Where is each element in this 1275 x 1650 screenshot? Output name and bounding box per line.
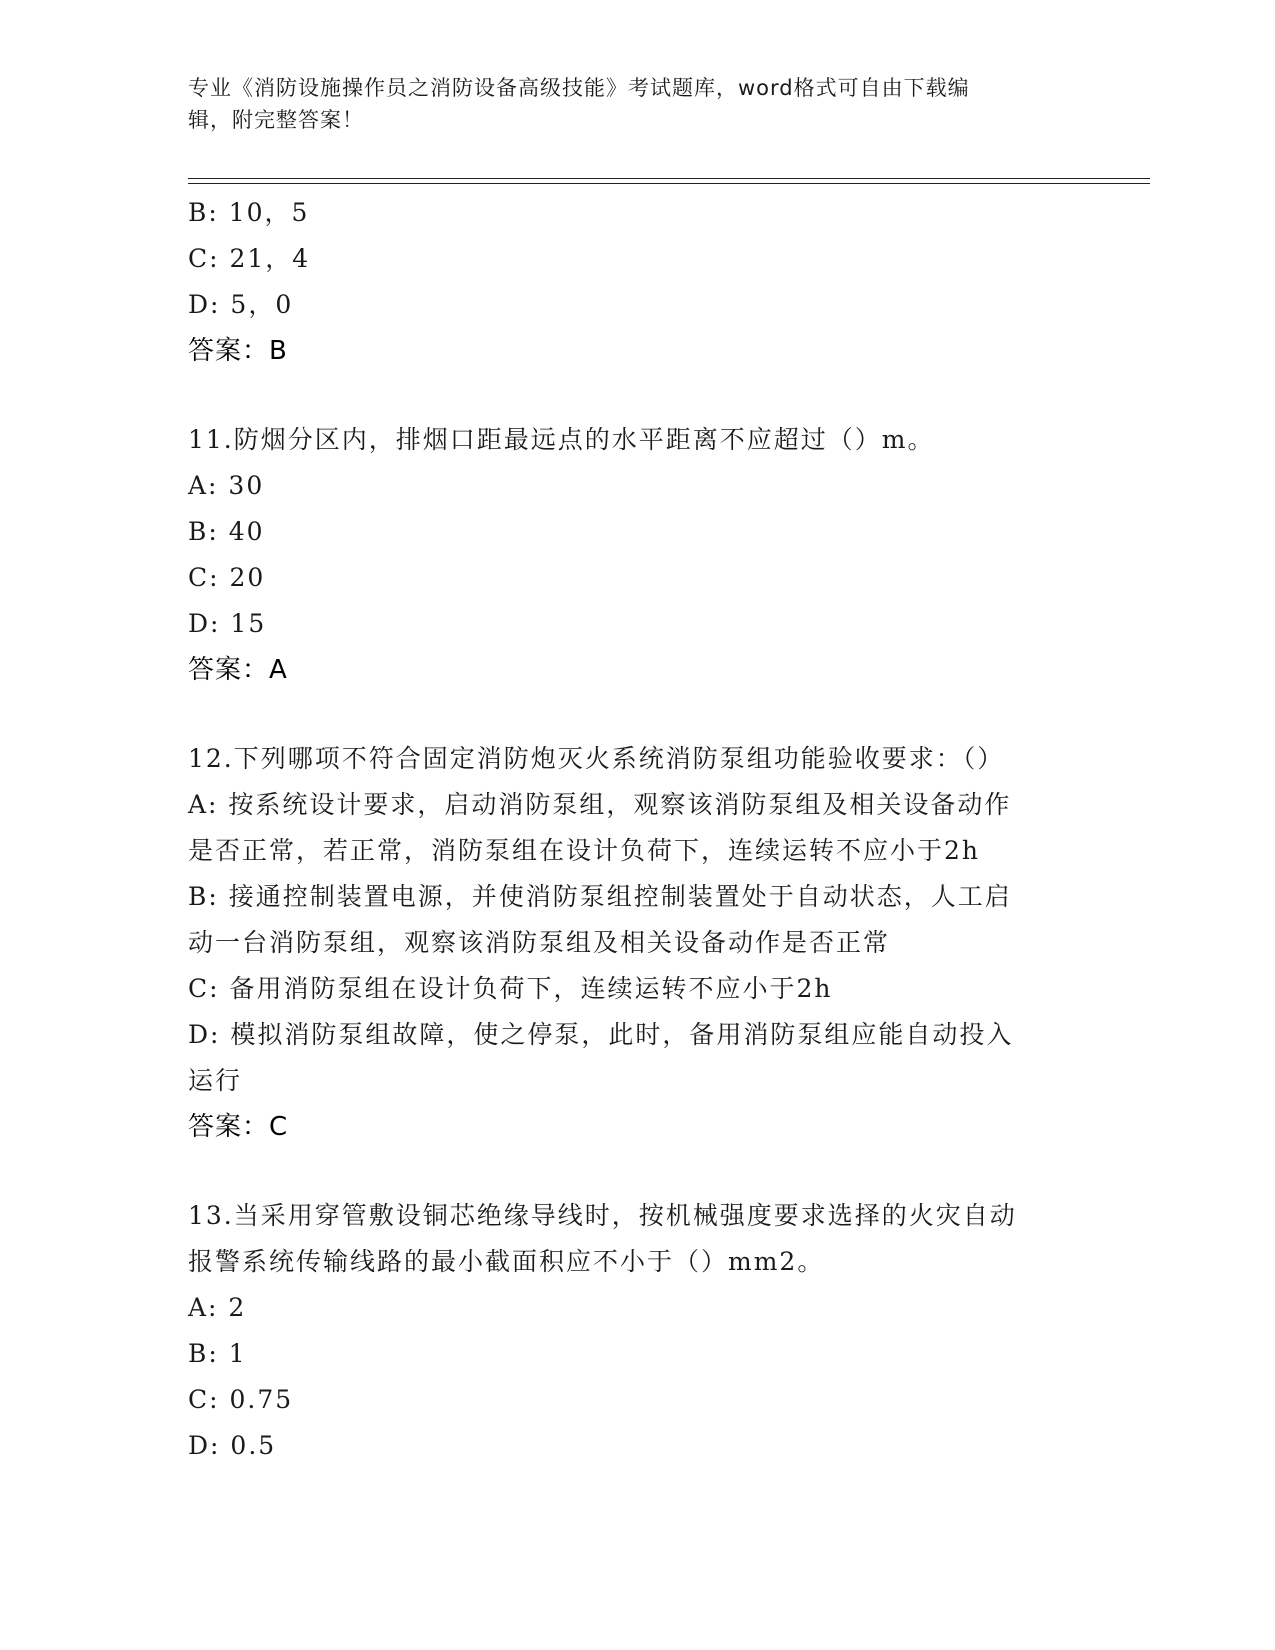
page-header (188, 72, 1088, 136)
option-b: B: 40 (188, 517, 265, 546)
option-c: C: 备用消防泵组在设计负荷下，连续运转不应小于2h (188, 974, 833, 1003)
question-13 (188, 1193, 1088, 1469)
question-stem-continued: 报警系统传输线路的最小截面积应不小于（）mm2。 (188, 1247, 825, 1276)
option-d: D: 15 (188, 609, 267, 638)
question-stem: 11.防烟分区内，排烟口距最远点的水平距离不应超过（）m。 (188, 425, 935, 454)
option-b-continued: 动一台消防泵组，观察该消防泵组及相关设备动作是否正常 (188, 928, 891, 957)
prev-question-block (188, 190, 1088, 374)
header-divider-bottom (188, 183, 1150, 184)
answer-line: 答案：C (188, 1112, 289, 1142)
option-c: C: 21，4 (188, 244, 311, 273)
option-d: D: 5，0 (188, 290, 294, 319)
question-stem: 13.当采用穿管敷设铜芯绝缘导线时，按机械强度要求选择的火灾自动 (188, 1201, 1017, 1230)
option-c: C: 20 (188, 563, 266, 592)
answer-line: 答案：A (188, 655, 288, 685)
answer-line: 答案：B (188, 336, 288, 366)
option-d: D: 模拟消防泵组故障，使之停泵，此时，备用消防泵组应能自动投入 (188, 1020, 1014, 1049)
spacer (188, 1150, 1088, 1193)
spacer (188, 374, 1088, 417)
header-line-1: 专业《消防设施操作员之消防设备高级技能》考试题库，word格式可自由下载编 (188, 76, 970, 100)
option-c: C: 0.75 (188, 1385, 294, 1414)
option-a: A: 2 (188, 1293, 247, 1322)
question-content (188, 190, 1088, 1469)
question-11 (188, 417, 1088, 693)
question-stem: 12.下列哪项不符合固定消防炮灭火系统消防泵组功能验收要求：（） (188, 744, 1005, 773)
option-b: B: 接通控制装置电源，并使消防泵组控制装置处于自动状态，人工启 (188, 882, 1012, 911)
option-a: A: 30 (188, 471, 265, 500)
spacer (188, 693, 1088, 736)
header-line-2: 辑，附完整答案！ (188, 108, 364, 132)
option-b: B: 1 (188, 1339, 247, 1368)
option-d: D: 0.5 (188, 1431, 277, 1460)
option-b: B: 10，5 (188, 198, 310, 227)
question-12 (188, 736, 1088, 1150)
option-d-continued: 运行 (188, 1066, 243, 1095)
header-divider-top (188, 178, 1150, 179)
option-a-continued: 是否正常，若正常，消防泵组在设计负荷下，连续运转不应小于2h (188, 836, 981, 865)
option-a: A: 按系统设计要求，启动消防泵组，观察该消防泵组及相关设备动作 (188, 790, 1012, 819)
